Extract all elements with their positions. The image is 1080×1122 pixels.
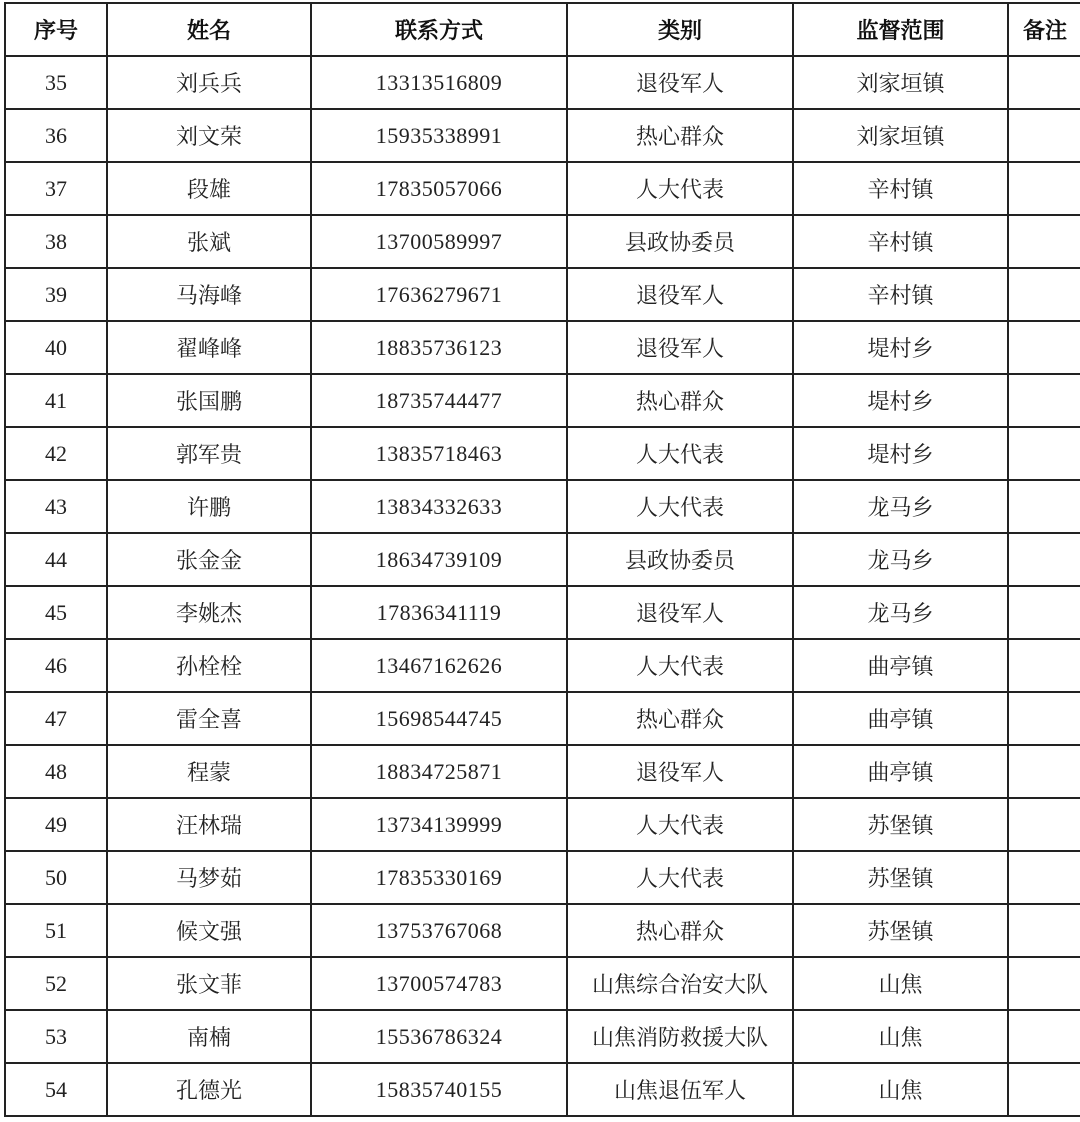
cell-name: 汪林瑞 <box>107 798 311 851</box>
cell-name: 孔德光 <box>107 1063 311 1116</box>
cell-remarks <box>1008 851 1080 904</box>
cell-name: 程蒙 <box>107 745 311 798</box>
cell-supervision-scope: 辛村镇 <box>793 162 1008 215</box>
cell-remarks <box>1008 904 1080 957</box>
cell-name: 雷全喜 <box>107 692 311 745</box>
table-row <box>5 215 1080 268</box>
table-row <box>5 851 1080 904</box>
cell-serial-number: 49 <box>5 798 107 851</box>
cell-remarks <box>1008 798 1080 851</box>
cell-remarks <box>1008 586 1080 639</box>
cell-contact: 13835718463 <box>311 427 567 480</box>
cell-name: 张斌 <box>107 215 311 268</box>
cell-supervision-scope: 辛村镇 <box>793 215 1008 268</box>
cell-category: 热心群众 <box>567 692 793 745</box>
cell-serial-number: 35 <box>5 56 107 109</box>
header-row <box>5 3 1080 56</box>
cell-category: 山焦消防救援大队 <box>567 1010 793 1063</box>
cell-supervision-scope: 山焦 <box>793 957 1008 1010</box>
cell-remarks <box>1008 268 1080 321</box>
cell-remarks <box>1008 639 1080 692</box>
cell-name: 翟峰峰 <box>107 321 311 374</box>
cell-remarks <box>1008 427 1080 480</box>
cell-name: 段雄 <box>107 162 311 215</box>
cell-contact: 13834332633 <box>311 480 567 533</box>
cell-serial-number: 52 <box>5 957 107 1010</box>
cell-category: 退役军人 <box>567 745 793 798</box>
cell-contact: 15835740155 <box>311 1063 567 1116</box>
cell-remarks <box>1008 480 1080 533</box>
cell-category: 热心群众 <box>567 904 793 957</box>
cell-category: 山焦综合治安大队 <box>567 957 793 1010</box>
cell-contact: 15536786324 <box>311 1010 567 1063</box>
cell-supervision-scope: 山焦 <box>793 1063 1008 1116</box>
cell-contact: 15698544745 <box>311 692 567 745</box>
table-row <box>5 321 1080 374</box>
cell-remarks <box>1008 56 1080 109</box>
cell-remarks <box>1008 957 1080 1010</box>
cell-name: 李姚杰 <box>107 586 311 639</box>
cell-contact: 13467162626 <box>311 639 567 692</box>
table-row <box>5 533 1080 586</box>
cell-category: 退役军人 <box>567 56 793 109</box>
cell-supervision-scope: 苏堡镇 <box>793 904 1008 957</box>
cell-category: 人大代表 <box>567 851 793 904</box>
cell-serial-number: 41 <box>5 374 107 427</box>
cell-category: 人大代表 <box>567 480 793 533</box>
cell-serial-number: 51 <box>5 904 107 957</box>
cell-category: 县政协委员 <box>567 533 793 586</box>
cell-contact: 13700574783 <box>311 957 567 1010</box>
table-row <box>5 374 1080 427</box>
cell-category: 退役军人 <box>567 268 793 321</box>
table-row <box>5 798 1080 851</box>
header-serial-number: 序号 <box>5 3 107 56</box>
cell-contact: 17836341119 <box>311 586 567 639</box>
cell-category: 热心群众 <box>567 374 793 427</box>
cell-remarks <box>1008 109 1080 162</box>
header-name: 姓名 <box>107 3 311 56</box>
header-category: 类别 <box>567 3 793 56</box>
cell-category: 人大代表 <box>567 162 793 215</box>
cell-contact: 13700589997 <box>311 215 567 268</box>
table-row <box>5 162 1080 215</box>
cell-serial-number: 43 <box>5 480 107 533</box>
cell-contact: 17636279671 <box>311 268 567 321</box>
cell-category: 退役军人 <box>567 321 793 374</box>
table-row <box>5 639 1080 692</box>
cell-supervision-scope: 龙马乡 <box>793 480 1008 533</box>
cell-category: 热心群众 <box>567 109 793 162</box>
cell-name: 刘兵兵 <box>107 56 311 109</box>
cell-serial-number: 45 <box>5 586 107 639</box>
table-row <box>5 56 1080 109</box>
table-row <box>5 480 1080 533</box>
cell-contact: 18835736123 <box>311 321 567 374</box>
header-remarks: 备注 <box>1008 3 1080 56</box>
cell-supervision-scope: 辛村镇 <box>793 268 1008 321</box>
cell-remarks <box>1008 1010 1080 1063</box>
cell-serial-number: 39 <box>5 268 107 321</box>
cell-contact: 13313516809 <box>311 56 567 109</box>
cell-contact: 13753767068 <box>311 904 567 957</box>
cell-name: 郭军贵 <box>107 427 311 480</box>
cell-name: 马梦茹 <box>107 851 311 904</box>
cell-supervision-scope: 堤村乡 <box>793 427 1008 480</box>
cell-name: 许鹏 <box>107 480 311 533</box>
table-row <box>5 692 1080 745</box>
cell-category: 县政协委员 <box>567 215 793 268</box>
cell-supervision-scope: 曲亭镇 <box>793 745 1008 798</box>
table-row <box>5 427 1080 480</box>
supervisor-table <box>4 2 1080 1117</box>
cell-supervision-scope: 山焦 <box>793 1010 1008 1063</box>
cell-contact: 18735744477 <box>311 374 567 427</box>
cell-category: 退役军人 <box>567 586 793 639</box>
cell-name: 刘文荣 <box>107 109 311 162</box>
cell-contact: 17835330169 <box>311 851 567 904</box>
cell-name: 张国鹏 <box>107 374 311 427</box>
cell-supervision-scope: 刘家垣镇 <box>793 109 1008 162</box>
cell-supervision-scope: 苏堡镇 <box>793 798 1008 851</box>
cell-serial-number: 38 <box>5 215 107 268</box>
cell-remarks <box>1008 321 1080 374</box>
table-row <box>5 1063 1080 1116</box>
cell-category: 人大代表 <box>567 427 793 480</box>
cell-category: 人大代表 <box>567 639 793 692</box>
cell-serial-number: 37 <box>5 162 107 215</box>
cell-serial-number: 44 <box>5 533 107 586</box>
cell-remarks <box>1008 1063 1080 1116</box>
cell-name: 南楠 <box>107 1010 311 1063</box>
cell-serial-number: 50 <box>5 851 107 904</box>
roster-sheet <box>4 2 1080 1119</box>
cell-contact: 18634739109 <box>311 533 567 586</box>
cell-serial-number: 47 <box>5 692 107 745</box>
table-row <box>5 1010 1080 1063</box>
cell-remarks <box>1008 745 1080 798</box>
cell-contact: 17835057066 <box>311 162 567 215</box>
cell-serial-number: 53 <box>5 1010 107 1063</box>
cell-serial-number: 40 <box>5 321 107 374</box>
cell-remarks <box>1008 533 1080 586</box>
table-row <box>5 109 1080 162</box>
table-row <box>5 957 1080 1010</box>
header-contact: 联系方式 <box>311 3 567 56</box>
cell-serial-number: 36 <box>5 109 107 162</box>
cell-remarks <box>1008 162 1080 215</box>
cell-contact: 13734139999 <box>311 798 567 851</box>
table-row <box>5 268 1080 321</box>
table-body <box>5 56 1080 1116</box>
cell-remarks <box>1008 692 1080 745</box>
cell-serial-number: 48 <box>5 745 107 798</box>
cell-serial-number: 54 <box>5 1063 107 1116</box>
cell-supervision-scope: 曲亭镇 <box>793 639 1008 692</box>
cell-name: 候文强 <box>107 904 311 957</box>
cell-remarks <box>1008 374 1080 427</box>
cell-contact: 18834725871 <box>311 745 567 798</box>
cell-supervision-scope: 堤村乡 <box>793 321 1008 374</box>
table-row <box>5 745 1080 798</box>
cell-name: 孙栓栓 <box>107 639 311 692</box>
cell-name: 张文菲 <box>107 957 311 1010</box>
cell-name: 马海峰 <box>107 268 311 321</box>
cell-supervision-scope: 刘家垣镇 <box>793 56 1008 109</box>
cell-contact: 15935338991 <box>311 109 567 162</box>
cell-supervision-scope: 龙马乡 <box>793 586 1008 639</box>
cell-supervision-scope: 龙马乡 <box>793 533 1008 586</box>
table-row <box>5 904 1080 957</box>
cell-name: 张金金 <box>107 533 311 586</box>
cell-remarks <box>1008 215 1080 268</box>
cell-serial-number: 42 <box>5 427 107 480</box>
cell-supervision-scope: 曲亭镇 <box>793 692 1008 745</box>
cell-category: 山焦退伍军人 <box>567 1063 793 1116</box>
header-supervision-scope: 监督范围 <box>793 3 1008 56</box>
cell-supervision-scope: 苏堡镇 <box>793 851 1008 904</box>
cell-supervision-scope: 堤村乡 <box>793 374 1008 427</box>
cell-serial-number: 46 <box>5 639 107 692</box>
table-row <box>5 586 1080 639</box>
cell-category: 人大代表 <box>567 798 793 851</box>
